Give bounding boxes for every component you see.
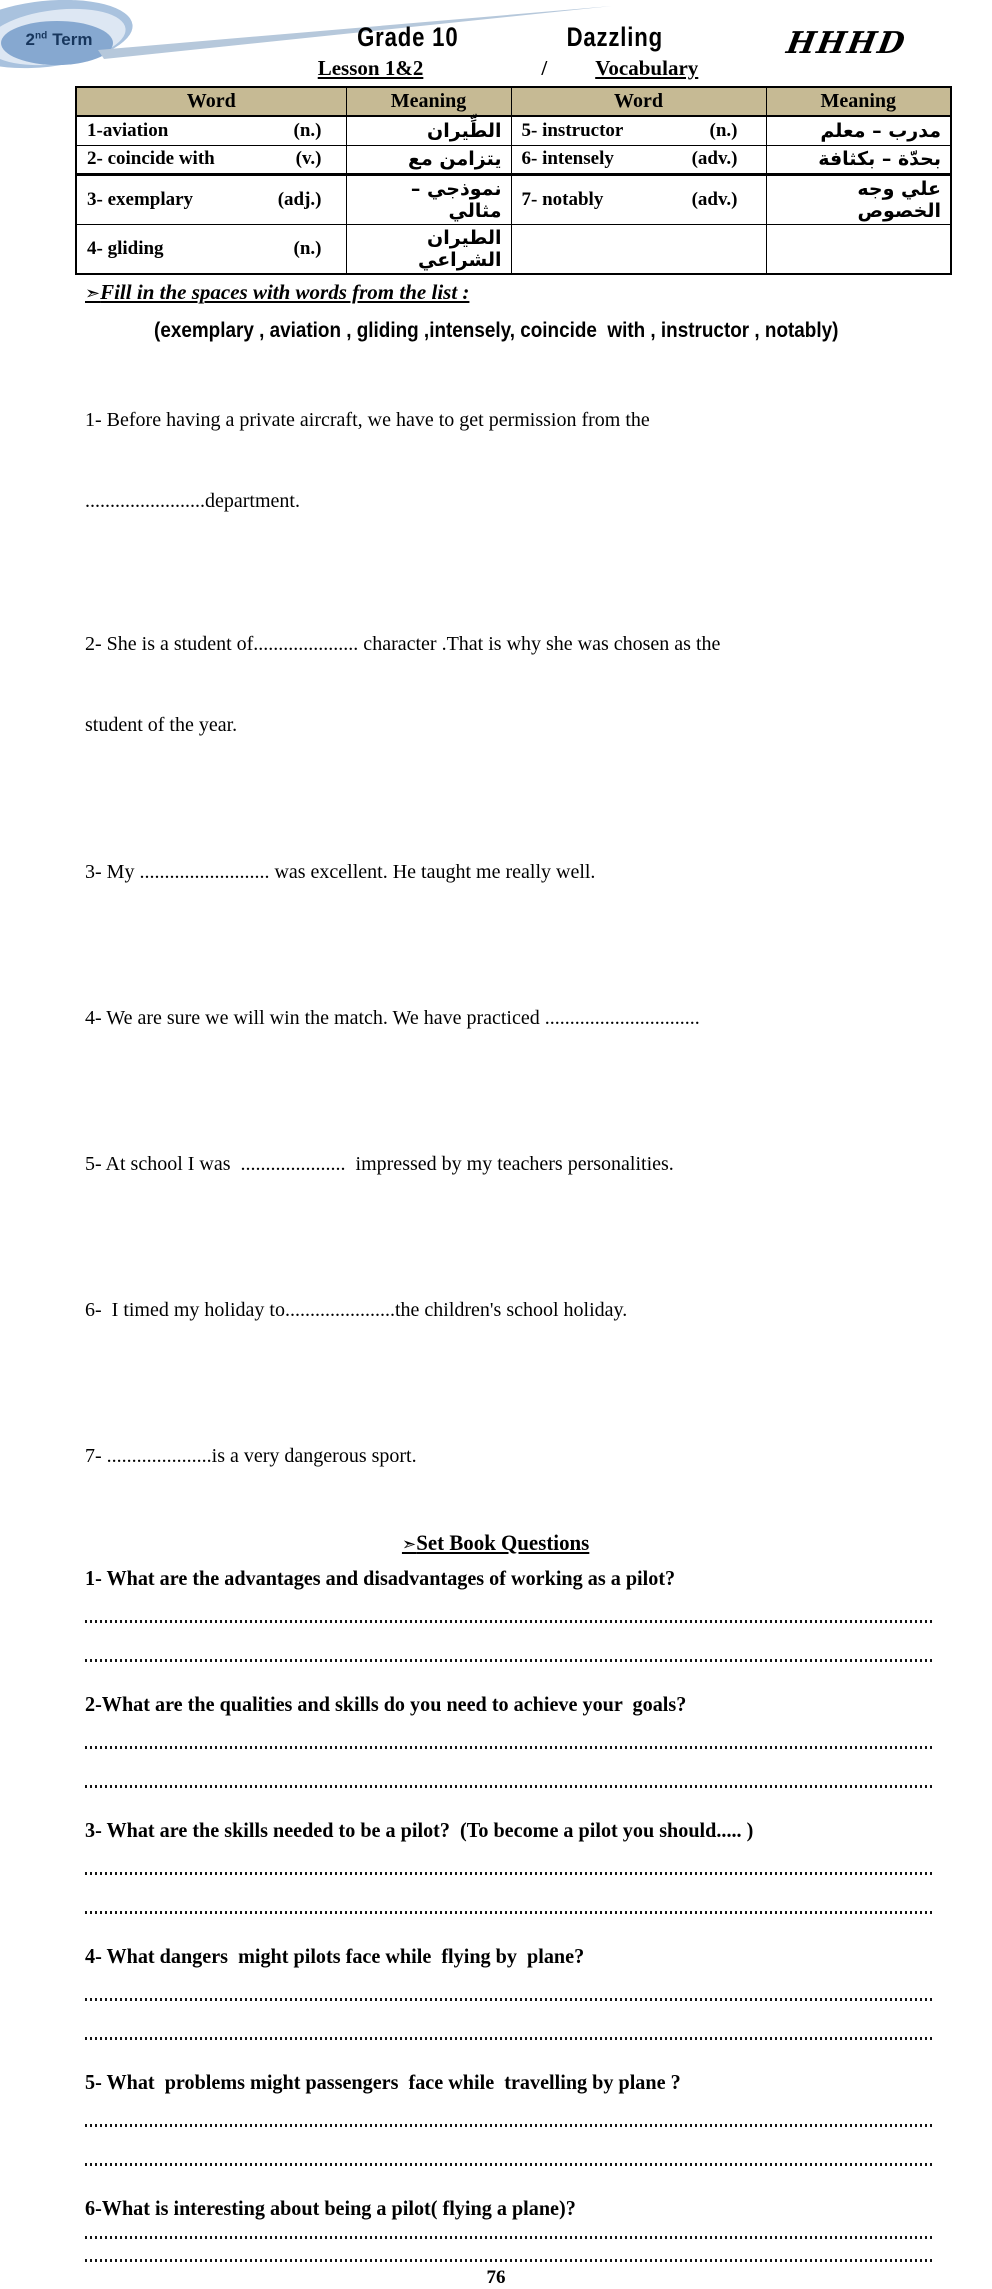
fill-sentence-2 xyxy=(85,577,947,793)
meaning-cell: الطيران الشراعي xyxy=(346,224,511,274)
slash-separator: / xyxy=(541,56,548,80)
column-header-meaning-2: Meaning xyxy=(766,87,951,116)
word-text: 1-aviation xyxy=(87,119,169,141)
table-row xyxy=(76,174,951,224)
meaning-cell: الطِّيران xyxy=(346,116,511,145)
pos-text: (adv.) xyxy=(691,188,738,210)
question-text: 4- What dangers might pilots face while flying by plane? xyxy=(85,1943,585,1968)
question-text: 3- What are the skills needed to be a pilot? (To become a pilot you should..... ) xyxy=(85,1817,754,1842)
word-text: 5- instructor xyxy=(521,119,624,141)
fill-sentence-4 xyxy=(85,951,947,1086)
fill-sentence-1 xyxy=(85,353,947,569)
fill-sentence-7 xyxy=(85,1389,947,1524)
answer-line xyxy=(85,1659,935,1662)
meaning-cell: بحدّة – بكثافة xyxy=(766,145,951,174)
fill-heading-text: Fill in the spaces with words from the list : xyxy=(100,279,470,304)
page-number: 76 xyxy=(486,2266,506,2288)
answer-line xyxy=(85,1872,935,1875)
table-row xyxy=(76,145,951,174)
set-book-heading-row xyxy=(0,1530,992,1558)
answer-line xyxy=(85,2236,935,2239)
fill-sentence-6 xyxy=(85,1243,947,1378)
meaning-cell: مدرب – معلم xyxy=(766,116,951,145)
meaning-cell: نموذجي – مثالي xyxy=(346,174,511,224)
answer-line xyxy=(85,1998,935,2001)
word-cell xyxy=(76,224,346,274)
table-row xyxy=(76,116,951,145)
word-cell xyxy=(511,116,766,145)
question-block-2 xyxy=(0,1690,992,1788)
arrow-icon: ➣ xyxy=(402,1533,417,1555)
grade-title: Grade 10 xyxy=(357,22,459,52)
set-book-heading-text: Set Book Questions xyxy=(416,1529,590,1555)
sentence-line: 4- We are sure we will win the match. We have practiced ............................... xyxy=(85,1006,700,1029)
meaning-cell: علي وجه الخصوص xyxy=(766,174,951,224)
word-bank-row xyxy=(0,319,992,343)
word-cell xyxy=(76,116,346,145)
word-cell xyxy=(76,145,346,174)
meaning-cell xyxy=(766,224,951,274)
question-block-4 xyxy=(0,1942,992,2040)
word-text: 7- notably xyxy=(521,188,604,210)
table-header-row xyxy=(76,87,951,116)
word-text: 4- gliding xyxy=(87,237,164,259)
vocabulary-table xyxy=(75,86,952,275)
question-block-1 xyxy=(0,1564,992,1662)
sentence-line: 1- Before having a private aircraft, we have to get permission from the xyxy=(85,408,650,431)
sentence-line: ........................department. xyxy=(85,489,300,512)
question-text: 2-What are the qualities and skills do you need to achieve your goals? xyxy=(85,1691,687,1716)
word-bank: (exemplary , aviation , gliding ,intensely, coincide with , instructor , notably) xyxy=(153,318,839,342)
term-badge-label xyxy=(6,30,112,50)
term-suffix: nd xyxy=(34,30,48,42)
arrow-icon: ➣ xyxy=(85,282,101,304)
answer-line xyxy=(85,1620,935,1623)
column-header-word-1: Word xyxy=(76,87,346,116)
set-book-heading xyxy=(402,1530,589,1558)
table-row xyxy=(76,224,951,274)
fill-sentence-3 xyxy=(85,805,947,940)
question-text: 1- What are the advantages and disadvantages of working as a pilot? xyxy=(85,1565,676,1590)
answer-line xyxy=(85,2163,935,2166)
pos-text: (adj.) xyxy=(277,188,322,210)
word-text: 3- exemplary xyxy=(87,188,194,210)
answer-line xyxy=(85,1911,935,1914)
meaning-cell: يتزامن مع xyxy=(346,145,511,174)
term-word: Term xyxy=(52,30,93,49)
question-text: 5- What problems might passengers face while travelling by plane ? xyxy=(85,2069,681,2094)
sentence-line: 3- My .......................... was excellent. He taught me really well. xyxy=(85,860,596,883)
answer-line xyxy=(85,2124,935,2127)
word-text: 2- coincide with xyxy=(87,148,215,169)
word-text: 6- intensely xyxy=(521,148,614,169)
column-header-meaning-1: Meaning xyxy=(346,87,511,116)
question-text: 6-What is interesting about being a pilot( flying a plane)? xyxy=(85,2195,576,2220)
answer-line xyxy=(85,1746,935,1749)
sentence-line: student of the year. xyxy=(85,713,238,736)
pos-text: (n.) xyxy=(293,237,322,259)
column-header-word-2: Word xyxy=(511,87,766,116)
fill-sentence-5 xyxy=(85,1097,947,1232)
answer-line xyxy=(85,2259,935,2262)
fill-section-heading xyxy=(85,280,469,306)
word-cell xyxy=(511,224,766,274)
series-title: Dazzling xyxy=(566,22,663,52)
brand-logo: HHHD xyxy=(783,26,910,61)
pos-text: (n.) xyxy=(293,119,322,141)
subject-label: Vocabulary xyxy=(595,56,699,80)
lesson-label: Lesson 1&2 xyxy=(317,56,424,80)
term-number: 2 xyxy=(25,30,35,49)
question-block-3 xyxy=(0,1816,992,1914)
question-block-5 xyxy=(0,2068,992,2166)
pos-text: (v.) xyxy=(295,148,322,169)
word-cell xyxy=(76,174,346,224)
pos-text: (adv.) xyxy=(691,148,738,169)
sentence-line: 6- I timed my holiday to......................the children's school holiday. xyxy=(85,1298,628,1321)
answer-line xyxy=(85,1785,935,1788)
pos-text: (n.) xyxy=(709,119,738,141)
sentence-line: 7- .....................is a very dangerous sport. xyxy=(85,1444,417,1467)
word-cell xyxy=(511,174,766,224)
answer-line xyxy=(85,2037,935,2040)
word-cell xyxy=(511,145,766,174)
sentence-line: 2- She is a student of..................... character .That is why she was chosen as the xyxy=(85,632,721,655)
question-block-6 xyxy=(0,2194,992,2262)
sentence-line: 5- At school I was ..................... impressed by my teachers personalities. xyxy=(85,1152,674,1175)
